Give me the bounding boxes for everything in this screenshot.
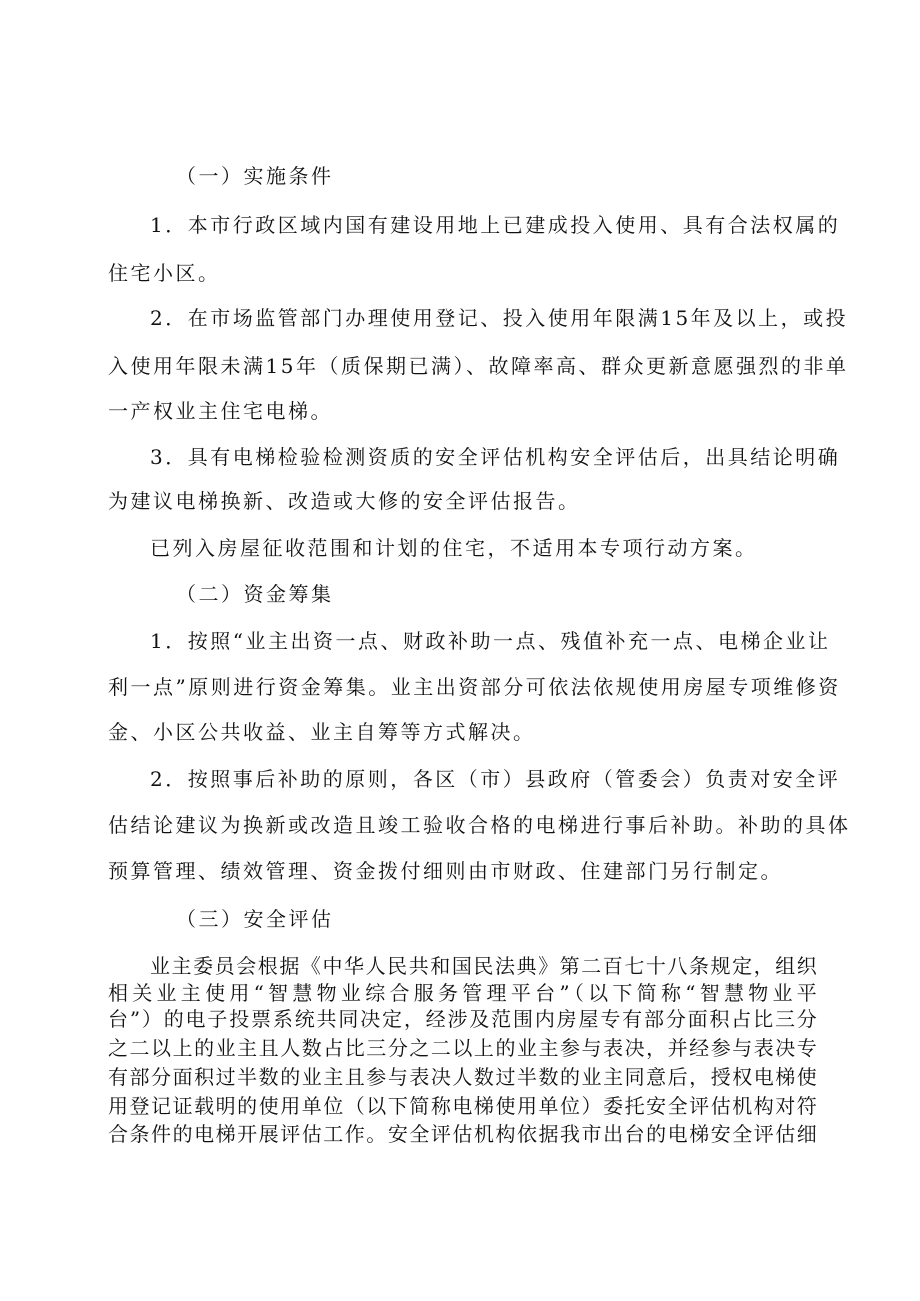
sec3-para-line2: 相关业主使用“智慧物业综合服务管理平台”（以下简称“智慧物业平 — [108, 981, 818, 1005]
sec2-item1-line2: 利一点”原则进行资金筹集。业主出资部分可依法依规使用房屋专项维修资 — [108, 675, 841, 699]
sec1-item3-line2: 为建议电梯换新、改造或大修的安全评估报告。 — [108, 489, 581, 513]
sec3-para-line3: 台”）的电子投票系统共同决定，经涉及范围内房屋专有部分面积占比三分 — [108, 1007, 818, 1031]
sec1-note: 已列入房屋征收范围和计划的住宅，不适用本专项行动方案。 — [150, 536, 758, 560]
sec1-item1-line1: 1．本市行政区域内国有建设用地上已建成投入使用、具有合法权属的 — [150, 213, 841, 237]
sec3-para-line5: 有部分面积过半数的业主且参与表决人数过半数的业主同意后，授权电梯使 — [108, 1065, 818, 1089]
sec2-item1-line1: 1．按照“业主出资一点、财政补助一点、残值补充一点、电梯企业让 — [150, 629, 831, 653]
sec2-item1-line3: 金、小区公共收益、业主自筹等方式解决。 — [108, 720, 536, 744]
sec1-item1-line2: 住宅小区。 — [108, 261, 221, 285]
sec3-para-line1: 业主委员会根据《中华人民共和国民法典》第二百七十八条规定，组织 — [150, 954, 818, 978]
sec2-item2-line1: 2．按照事后补助的原则，各区（市）县政府（管委会）负责对安全评 — [150, 767, 841, 791]
sec3-para-line6: 用登记证载明的使用单位（以下简称电梯使用单位）委托安全评估机构对符 — [108, 1094, 818, 1118]
sec2-item2-line3: 预算管理、绩效管理、资金拨付细则由市财政、住建部门另行制定。 — [108, 859, 783, 883]
sec3-para-line7: 合条件的电梯开展评估工作。安全评估机构依据我市出台的电梯安全评估细 — [108, 1122, 818, 1146]
section-2-heading: （二）资金筹集 — [176, 582, 334, 606]
section-1-heading: （一）实施条件 — [176, 164, 334, 188]
sec1-item2-line1: 2．在市场监管部门办理使用登记、投入使用年限满15年及以上，或投 — [150, 306, 849, 330]
sec1-item3-line1: 3．具有电梯检验检测资质的安全评估机构安全评估后，出具结论明确 — [150, 445, 841, 469]
sec1-item2-line2: 入使用年限未满15年（质保期已满）、故障率高、群众更新意愿强烈的非单 — [108, 354, 849, 378]
sec3-para-line4: 之二以上的业主且人数占比三分之二以上的业主参与表决，并经参与表决专 — [108, 1036, 818, 1060]
sec2-item2-line2: 估结论建议为换新或改造且竣工验收合格的电梯进行事后补助。补助的具体 — [108, 813, 851, 837]
section-3-heading: （三）安全评估 — [176, 907, 334, 931]
sec1-item2-line3: 一产权业主住宅电梯。 — [108, 399, 333, 423]
